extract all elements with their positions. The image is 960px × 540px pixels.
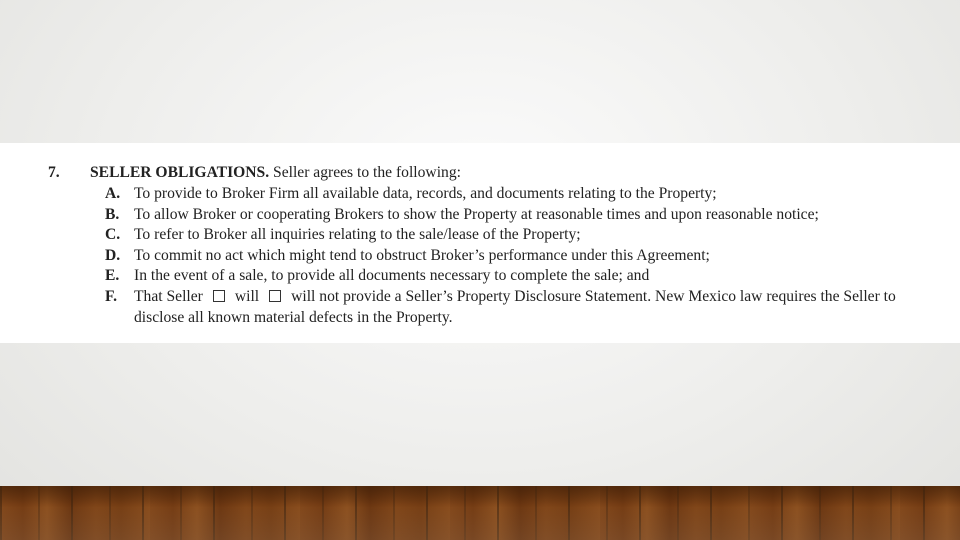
list-item (105, 205, 935, 226)
list-item (105, 225, 935, 246)
item-f-rest: will not provide a Seller’s Property Disclosure Statement. New Mexico law requires the Seller to disclose all known material defects in the Property. (134, 287, 896, 326)
section-intro: Seller agrees to the following: (273, 164, 461, 181)
item-text (134, 287, 924, 328)
document-excerpt (0, 143, 960, 343)
list-item (105, 246, 935, 267)
section-number: 7. (48, 164, 60, 181)
item-letter: B. (105, 205, 120, 223)
floor-shading (0, 486, 960, 540)
item-letter: D. (105, 246, 121, 264)
section-heading (90, 163, 461, 184)
list-item (105, 266, 935, 287)
item-letter: C. (105, 226, 121, 244)
item-letter: E. (105, 267, 120, 285)
obligations-list (105, 184, 935, 328)
item-text: In the event of a sale, to provide all documents necessary to complete the sale; and (134, 267, 650, 285)
list-item-disclosure (105, 287, 935, 328)
will-not-checkbox[interactable] (269, 290, 281, 302)
item-text: To provide to Broker Firm all available data, records, and documents relating to the Property; (134, 185, 717, 202)
item-letter: A. (105, 185, 121, 202)
list-item (105, 184, 935, 205)
section-title: SELLER OBLIGATIONS. (90, 164, 270, 181)
item-letter: F. (105, 287, 117, 305)
item-text: To commit no act which might tend to obstruct Broker’s performance under this Agreement; (134, 246, 710, 264)
item-text: To allow Broker or cooperating Brokers to show the Property at reasonable times and upon reasonable notice; (134, 205, 819, 223)
item-f-lead: That Seller (134, 287, 203, 305)
will-checkbox[interactable] (213, 290, 225, 302)
item-text: To refer to Broker all inquiries relating to the sale/lease of the Property; (134, 226, 581, 244)
will-option-label: will (234, 287, 260, 305)
